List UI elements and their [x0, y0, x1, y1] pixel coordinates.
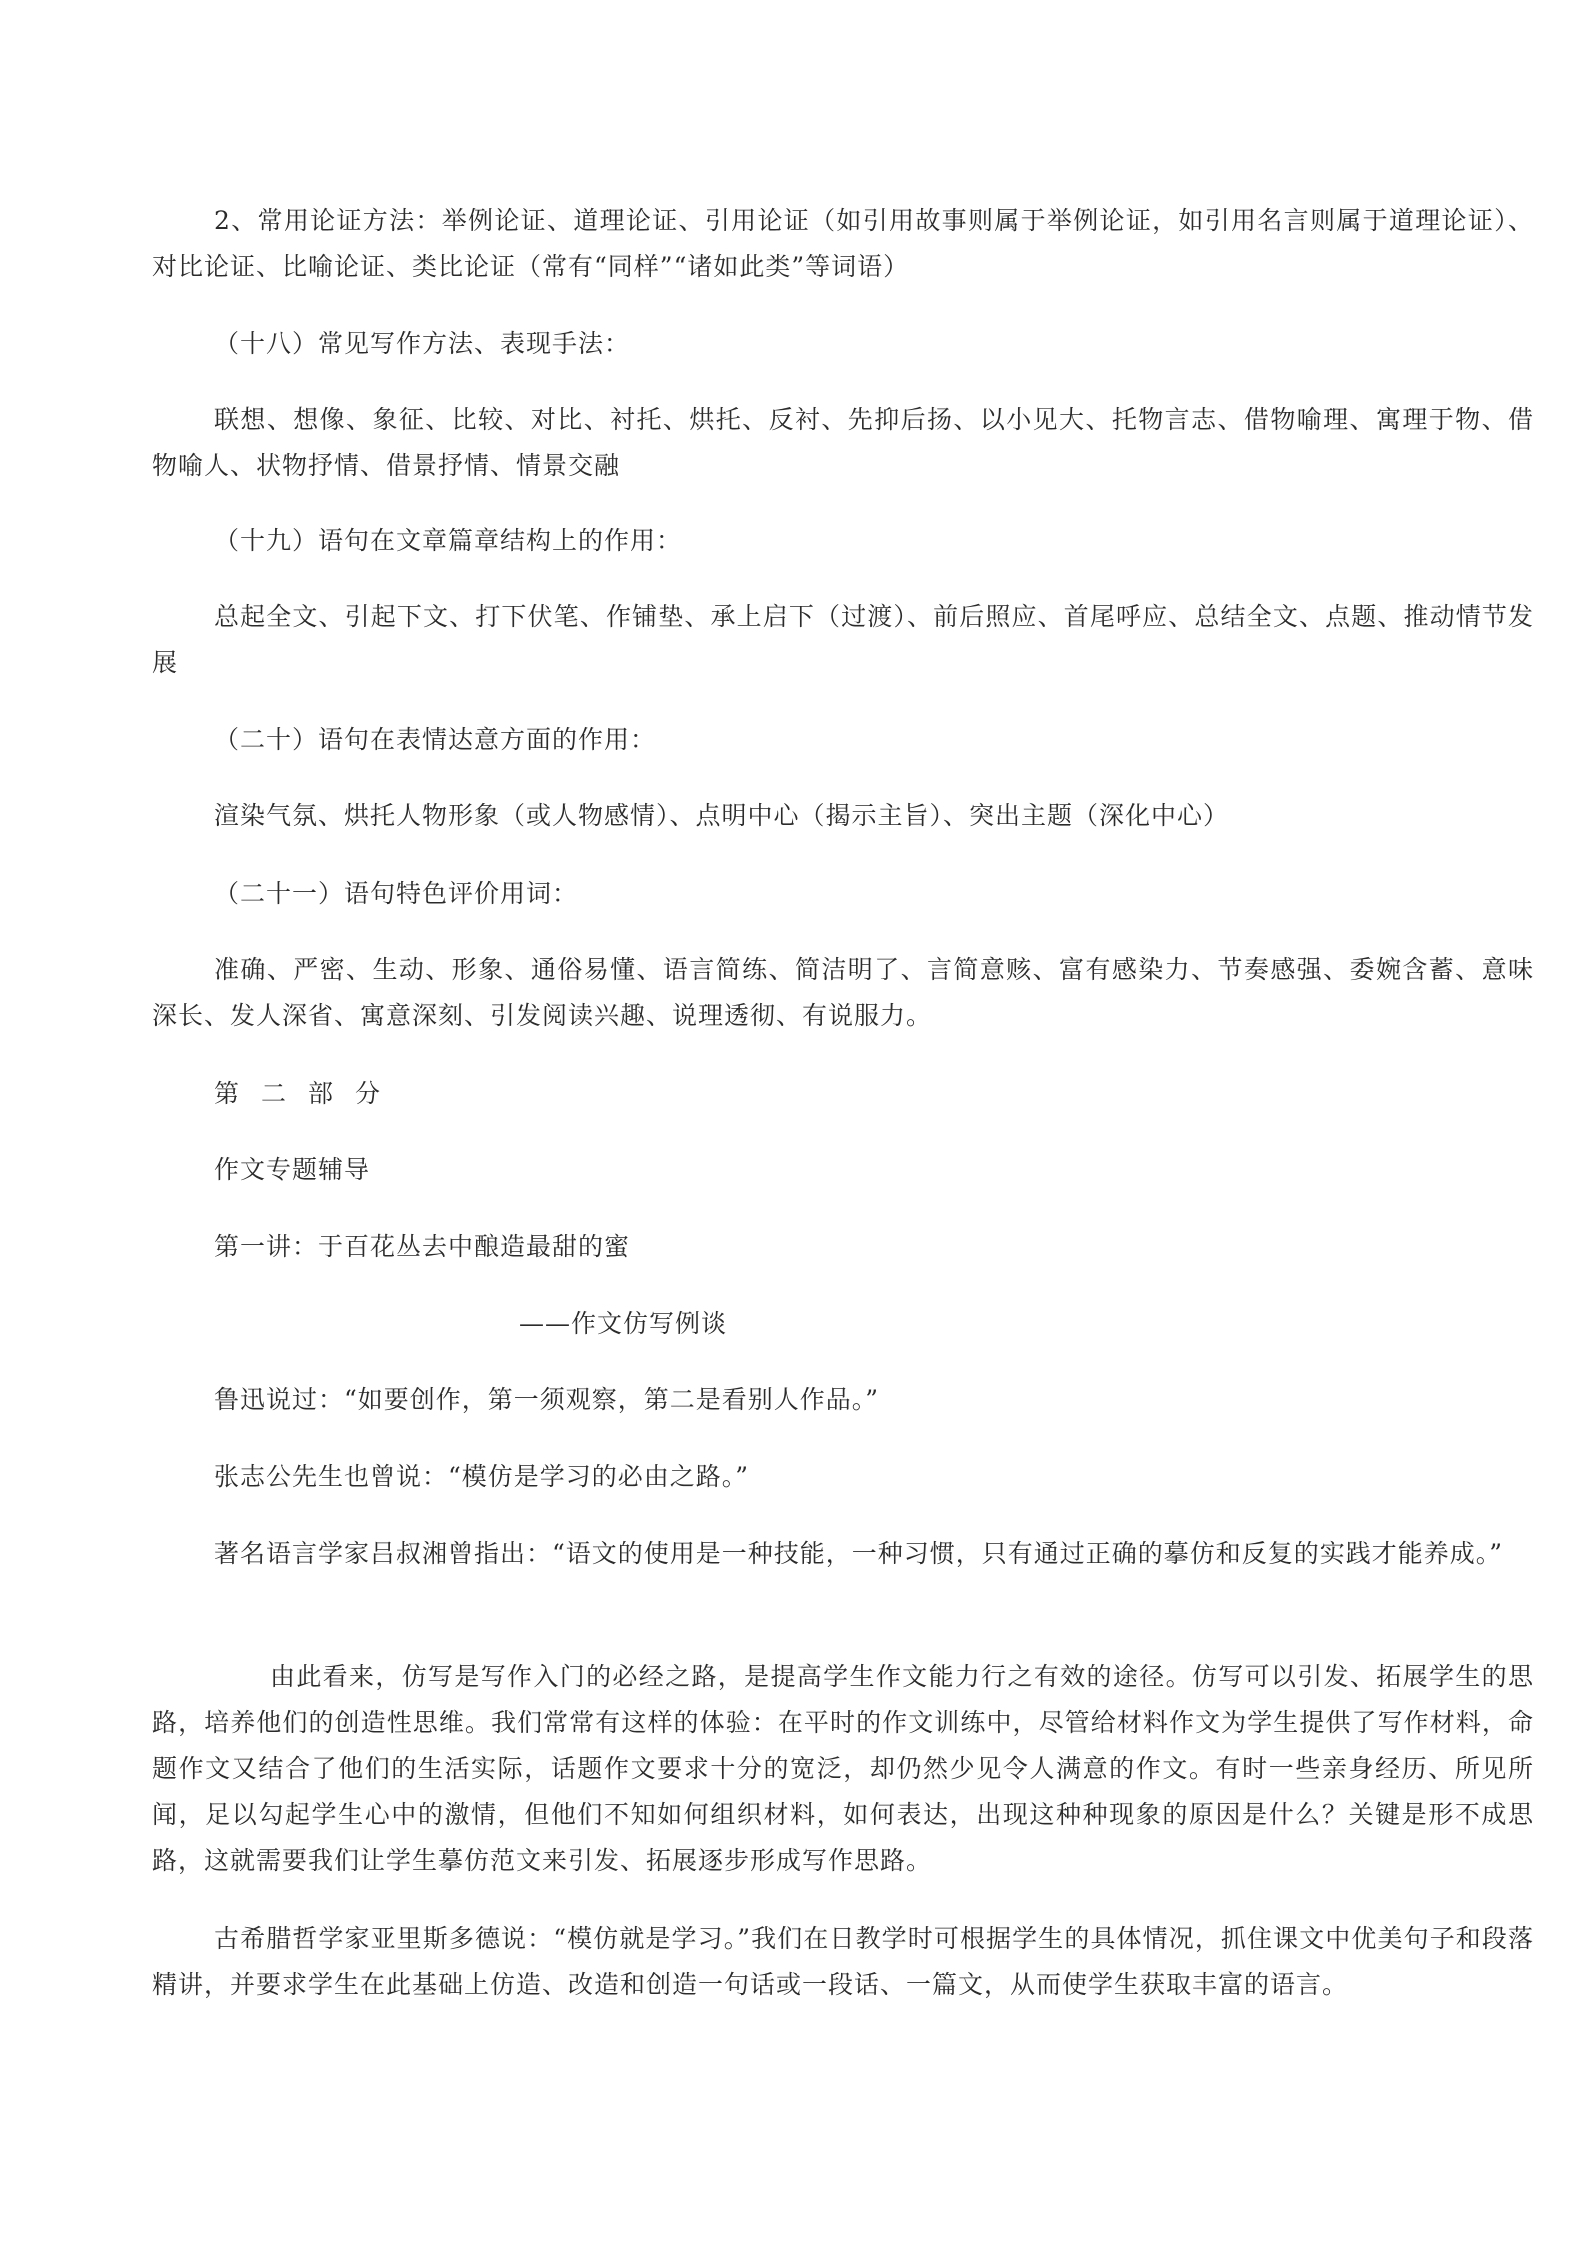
section-title: 作文专题辅导	[214, 1155, 371, 1184]
lecture-subtitle: ——作文仿写例谈	[519, 1309, 728, 1338]
heading-18: （十八）常见写作方法、表现手法：	[214, 329, 631, 358]
part-title: 第二部分	[214, 1079, 403, 1108]
paragraph-argument-methods: 2、常用论证方法：举例论证、道理论证、引用论证（如引用故事则属于举例论证，如引用名言则属于道理论证）、对比论证、比喻论证、类比论证（常有“同样”“诸如此类”等词语）	[152, 206, 1534, 281]
paragraph-structure-functions: 总起全文、引起下文、打下伏笔、作铺垫、承上启下（过渡）、前后照应、首尾呼应、总结全文、点题、推动情节发展	[152, 602, 1534, 677]
quote-lv-shuxiang: 著名语言学家吕叔湘曾指出：“语文的使用是一种技能，一种习惯，只有通过正确的摹仿和反复的实践才能养成。”	[214, 1539, 1504, 1568]
paragraph-evaluation-terms: 准确、严密、生动、形象、通俗易懂、语言简练、简洁明了、言简意赅、富有感染力、节奏感强、委婉含蓄、意味深长、发人深省、寓意深刻、引发阅读兴趣、说理透彻、有说服力。	[152, 955, 1534, 1030]
paragraph-expression-functions: 渲染气氛、烘托人物形象（或人物感情）、点明中心（揭示主旨）、突出主题（深化中心）	[214, 801, 1230, 830]
quote-zhang-zhigong: 张志公先生也曾说：“模仿是学习的必由之路。”	[214, 1462, 750, 1491]
heading-19: （十九）语句在文章篇章结构上的作用：	[214, 526, 683, 555]
lecture-title: 第一讲：于百花丛去中酿造最甜的蜜	[214, 1232, 631, 1261]
paragraph-imitation-writing: 由此看来，仿写是写作入门的必经之路，是提高学生作文能力行之有效的途径。仿写可以引发、拓展学生的思路，培养他们的创造性思维。我们常常有这样的体验：在平时的作文训练中，尽管给材料作文为学生提供了写作材料，命题作文又结合了他们的生活实际，话题作文要求十分的宽泛，却仍然少见令人满意的作文。有时一些亲身经历、所见所闻，足以勾起学生心中的激情，但他们不知如何组织材料，如何表达，出现这种种现象的原因是什么？关键是形不成思路，这就需要我们让学生摹仿范文来引发、拓展逐步形成写作思路。	[152, 1662, 1534, 1875]
heading-20: （二十）语句在表情达意方面的作用：	[214, 725, 657, 754]
heading-21: （二十一）语句特色评价用词：	[214, 879, 579, 908]
quote-luxun: 鲁迅说过：“如要创作，第一须观察，第二是看别人作品。”	[214, 1385, 880, 1414]
paragraph-writing-techniques: 联想、想像、象征、比较、对比、衬托、烘托、反衬、先抑后扬、以小见大、托物言志、借物喻理、寓理于物、借物喻人、状物抒情、借景抒情、情景交融	[152, 405, 1534, 480]
paragraph-aristotle: 古希腊哲学家亚里斯多德说：“模仿就是学习。”我们在日教学时可根据学生的具体情况，抓住课文中优美句子和段落精讲，并要求学生在此基础上仿造、改造和创造一句话或一段话、一篇文，从而使学生获取丰富的语言。	[152, 1924, 1534, 1999]
